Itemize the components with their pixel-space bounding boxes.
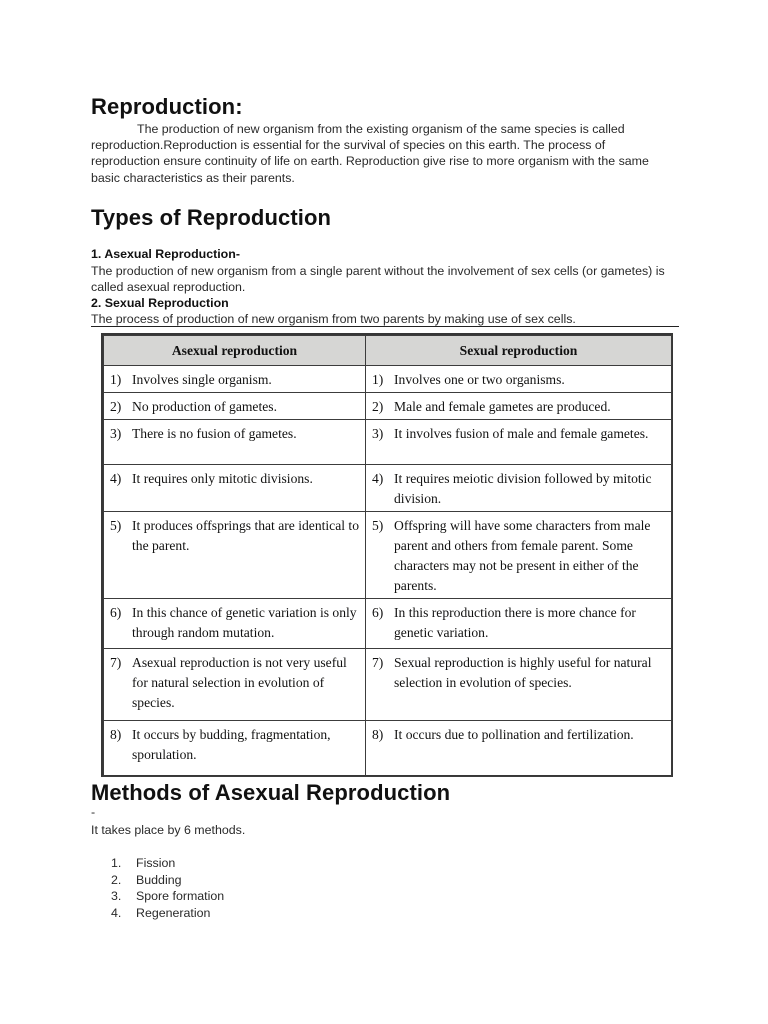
list-item xyxy=(111,872,224,889)
list-number: 2. xyxy=(111,872,122,887)
table-row xyxy=(104,420,672,465)
asexual-cell: No production of gametes. xyxy=(132,399,277,414)
list-label: Regeneration xyxy=(136,905,211,920)
table-header-sexual: Sexual reproduction xyxy=(366,336,672,366)
asexual-cell: It requires only mitotic divisions. xyxy=(132,471,313,486)
table-row xyxy=(104,465,672,512)
row-number: 4) xyxy=(372,471,384,486)
sexual-cell: Involves one or two organisms. xyxy=(394,372,565,387)
sexual-cell: It occurs due to pollination and fertilization. xyxy=(394,727,634,742)
list-item xyxy=(111,905,224,922)
table-row xyxy=(104,721,672,777)
sexual-reproduction-text: The process of production of new organism from two parents by making use of sex cells. xyxy=(91,312,576,326)
row-number: 3) xyxy=(110,426,122,441)
row-number: 4) xyxy=(110,471,122,486)
sexual-cell: It requires meiotic division followed by mitotic division. xyxy=(394,471,652,506)
reproduction-paragraph: The production of new organism from the existing organism of the same species is called reproduction.Reproduction is essential for the survival of species on this earth. The process of reproduction ensure continuity of life on earth. Reproduction give rise to more organism with the same basic characteristics as their parents. xyxy=(91,122,649,185)
row-number: 7) xyxy=(110,655,122,670)
sexual-cell: Male and female gametes are produced. xyxy=(394,399,611,414)
row-number: 6) xyxy=(110,605,122,620)
table-header-asexual: Asexual reproduction xyxy=(104,336,366,366)
table-row xyxy=(104,599,672,649)
row-number: 2) xyxy=(372,399,384,414)
sexual-cell: Sexual reproduction is highly useful for natural selection in evolution of species. xyxy=(394,655,652,690)
row-number: 1) xyxy=(110,372,122,387)
dash-text: - xyxy=(91,805,96,819)
heading-types-of-reproduction: Types of Reproduction xyxy=(91,205,332,230)
list-item xyxy=(111,855,224,872)
list-number: 3. xyxy=(111,889,122,903)
row-number: 2) xyxy=(110,399,122,414)
asexual-cell: Asexual reproduction is not very useful for natural selection in evolution of species. xyxy=(132,655,347,710)
list-label: Budding xyxy=(136,872,182,887)
row-number: 6) xyxy=(372,605,384,620)
table-row xyxy=(104,512,672,599)
row-number: 5) xyxy=(372,518,384,533)
divider-line xyxy=(91,326,679,327)
asexual-reproduction-text: The production of new organism from a single parent without the involvement of sex cells (or gametes) is called asexual reproduction. xyxy=(91,264,665,295)
sexual-cell: It involves fusion of male and female gametes. xyxy=(394,426,649,441)
comparison-table xyxy=(103,335,672,777)
list-number: 4. xyxy=(111,905,122,920)
sexual-reproduction-title: 2. Sexual Reproduction xyxy=(91,296,229,310)
row-number: 8) xyxy=(372,727,384,742)
sexual-cell: In this reproduction there is more chance for genetic variation. xyxy=(394,605,636,640)
asexual-cell: It produces offsprings that are identical to the parent. xyxy=(132,518,359,553)
list-number: 1. xyxy=(111,856,122,870)
table-row xyxy=(104,393,672,420)
table-row xyxy=(104,649,672,721)
methods-intro: It takes place by 6 methods. xyxy=(91,823,246,837)
asexual-cell: Involves single organism. xyxy=(132,372,272,387)
list-label: Fission xyxy=(136,856,176,870)
row-number: 1) xyxy=(372,372,384,387)
row-number: 8) xyxy=(110,727,122,742)
table-row xyxy=(104,366,672,393)
row-number: 5) xyxy=(110,518,122,533)
asexual-reproduction-title: 1. Asexual Reproduction- xyxy=(91,247,240,261)
asexual-cell: It occurs by budding, fragmentation, sporulation. xyxy=(132,727,331,762)
heading-methods-of-asexual-reproduction: Methods of Asexual Reproduction xyxy=(91,780,451,805)
list-item xyxy=(111,888,224,905)
heading-reproduction: Reproduction: xyxy=(91,94,243,119)
sexual-cell: Offspring will have some characters from male parent and others from female parent. Some characters may not be present in either of the parents. xyxy=(394,518,651,593)
methods-list xyxy=(111,855,224,921)
comparison-table-image xyxy=(101,333,673,777)
row-number: 7) xyxy=(372,655,384,670)
asexual-cell: In this chance of genetic variation is only through random mutation. xyxy=(132,605,357,640)
list-label: Spore formation xyxy=(136,889,225,903)
row-number: 3) xyxy=(372,426,384,441)
asexual-cell: There is no fusion of gametes. xyxy=(132,426,297,441)
